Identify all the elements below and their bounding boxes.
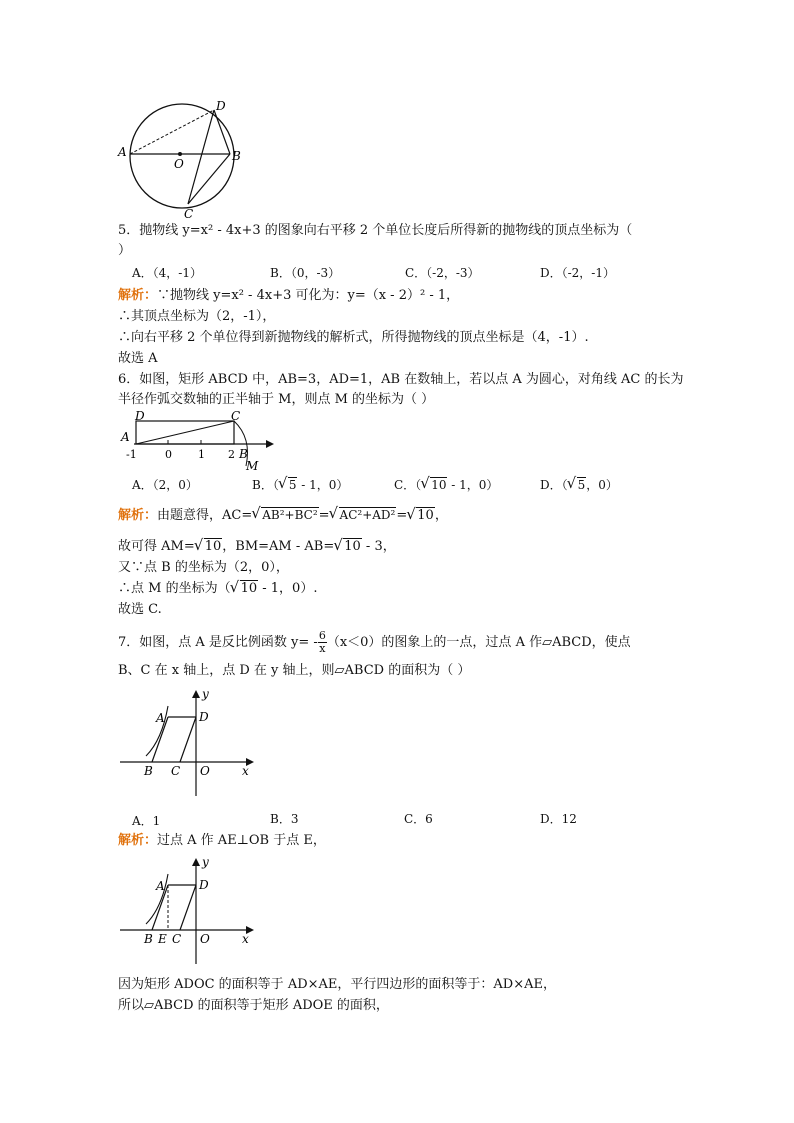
analysis-label: 解析： xyxy=(118,288,158,303)
circle-figure xyxy=(114,96,254,220)
q5-analysis-2: ∴其顶点坐标为（2，-1）， xyxy=(118,309,276,324)
label-d: D xyxy=(216,99,226,113)
q7-option-a[interactable]: A．1 xyxy=(132,814,161,828)
label-a: A xyxy=(156,711,165,725)
tick-0: 0 xyxy=(165,448,172,461)
q5-option-d[interactable]: D．（-2，-1） xyxy=(540,266,616,280)
q7-option-c[interactable]: C．6 xyxy=(404,812,433,826)
parallelogram-figure xyxy=(116,684,258,800)
q7-stem-1: 7．如图，点 A 是反比例函数 y= - $\frac{6}{x}$ （x＜0）的图象上的一点，过点 A 作▱ABCD，使点 xyxy=(118,629,631,655)
tick-2: 2 xyxy=(228,448,235,461)
q6-analysis-3: 又∵点 B 的坐标为（2，0）， xyxy=(118,560,289,575)
label-c: C xyxy=(231,409,241,423)
label-c: C xyxy=(172,932,182,946)
label-o: O xyxy=(200,932,210,946)
label-d: D xyxy=(199,878,209,892)
label-a: A xyxy=(156,879,165,893)
q6-option-a[interactable]: A．（2，0） xyxy=(132,478,198,492)
q6-stem-2: 半径作弧交数轴的正半轴于 M，则点 M 的坐标为（ ） xyxy=(118,392,435,407)
q6-analysis-2: 故可得 AM=√ 10，BM=AM - AB=√ 10 - 3， xyxy=(118,538,396,556)
label-x: x xyxy=(242,764,249,778)
q6-analysis-5: 故选 C. xyxy=(118,602,162,617)
label-b: B xyxy=(232,149,241,163)
label-c: C xyxy=(184,207,194,220)
q6-analysis-1: 解析：由题意得，AC=√ AB²+BC²=√ AC²+AD²=√ 10， xyxy=(118,506,448,525)
q7-stem-2: B、C 在 x 轴上，点 D 在 y 轴上，则▱ABCD 的面积为（ ） xyxy=(118,663,471,678)
label-a: A xyxy=(121,430,130,444)
parallelogram-figure-with-e xyxy=(116,852,258,968)
q6-option-b[interactable]: B．（√ 5 - 1，0） xyxy=(252,476,348,494)
q5-option-b[interactable]: B．（0，-3） xyxy=(270,266,341,280)
analysis-label: 解析： xyxy=(118,508,158,523)
analysis-label: 解析： xyxy=(118,833,158,848)
number-line-figure xyxy=(118,408,278,474)
tick-1: 1 xyxy=(198,448,205,461)
q5-analysis-3: ∴向右平移 2 个单位得到新抛物线的解析式，所得抛物线的顶点坐标是（4，-1）. xyxy=(118,330,589,345)
label-o: O xyxy=(174,157,184,171)
label-a: A xyxy=(118,145,127,159)
tick-neg1: -1 xyxy=(126,448,137,461)
label-e: E xyxy=(158,932,167,946)
q5-stem-1: 5．抛物线 y=x² - 4x+3 的图象向右平移 2 个单位长度后所得新的抛物线的顶点坐标为（ xyxy=(118,223,633,238)
q7-option-b[interactable]: B．3 xyxy=(270,812,299,826)
label-d: D xyxy=(199,710,209,724)
q6-stem-1: 6．如图，矩形 ABCD 中，AB=3，AD=1，AB 在数轴上，若以点 A 为圆心，对角线 AC 的长为 xyxy=(118,372,684,387)
q5-option-a[interactable]: A．（4，-1） xyxy=(132,266,202,280)
q7-analysis-1: 解析：过点 A 作 AE⊥OB 于点 E， xyxy=(118,833,326,848)
q5-analysis-4: 故选 A xyxy=(118,351,158,366)
label-y: y xyxy=(202,855,209,869)
label-b: B xyxy=(144,764,153,778)
q5-analysis-1: 解析：∵抛物线 y=x² - 4x+3 可化为：y=（x - 2）² - 1， xyxy=(118,288,460,303)
fraction: $\frac{6}{x}$ xyxy=(318,629,326,655)
label-y: y xyxy=(202,687,209,701)
label-o: O xyxy=(200,764,210,778)
q7-analysis-2: 因为矩形 ADOC 的面积等于 AD×AE，平行四边形的面积等于：AD×AE， xyxy=(118,977,556,992)
q5-option-c[interactable]: C．（-2，-3） xyxy=(405,266,480,280)
label-d: D xyxy=(135,409,145,423)
label-b: B xyxy=(144,932,153,946)
q5-stem-2: ） xyxy=(118,243,132,258)
q6-option-c[interactable]: C．（√ 10 - 1，0） xyxy=(394,476,498,494)
q7-analysis-3: 所以▱ABCD 的面积等于矩形 ADOE 的面积， xyxy=(118,998,389,1013)
label-m: M xyxy=(246,459,259,473)
label-b: B xyxy=(239,447,248,461)
label-c: C xyxy=(171,764,181,778)
q7-option-d[interactable]: D．12 xyxy=(540,812,577,826)
label-x: x xyxy=(242,932,249,946)
q6-analysis-4: ∴点 M 的坐标为（√ 10 - 1，0）. xyxy=(118,580,317,598)
q6-option-d[interactable]: D．（√ 5，0） xyxy=(540,476,618,494)
